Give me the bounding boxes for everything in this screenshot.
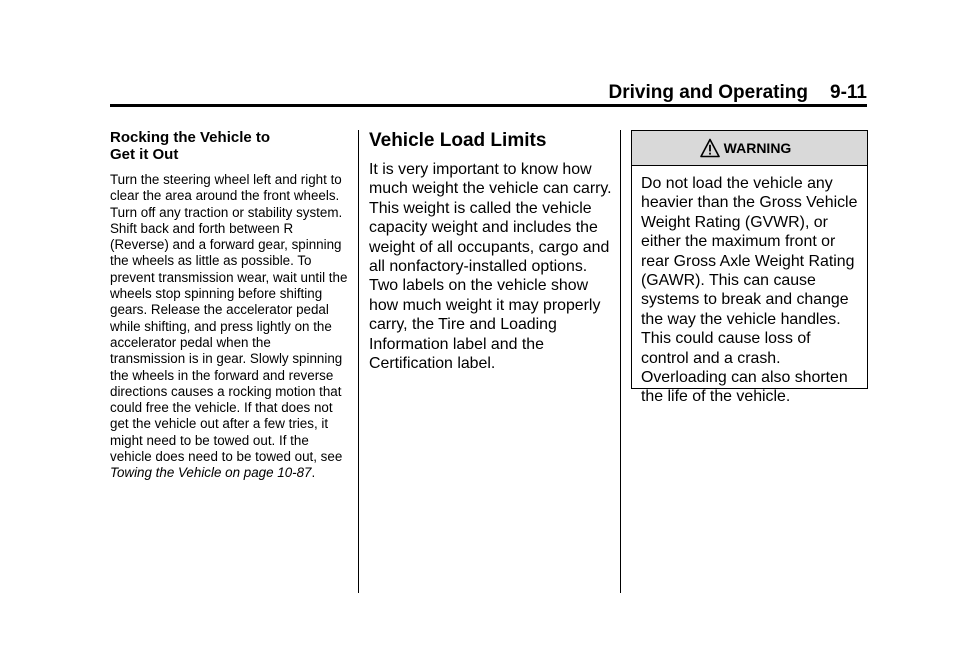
section-title: Driving and Operating [608, 82, 809, 103]
rocking-heading-line1: Rocking the Vehicle to [110, 129, 271, 146]
page-number: 9-11 [830, 82, 867, 103]
xref-period: . [311, 465, 316, 481]
header-text [608, 84, 867, 102]
rocking-body [110, 172, 348, 482]
load-limits-heading: Vehicle Load Limits [369, 130, 547, 151]
towing-cross-reference[interactable]: Towing the Vehicle on page 10-87 [110, 465, 312, 481]
column-divider-right [620, 130, 621, 593]
header-rule [110, 104, 867, 107]
page-header [110, 84, 867, 102]
warning-box [631, 130, 868, 406]
column-rocking-vehicle [110, 129, 348, 482]
warning-header [632, 131, 867, 166]
column-load-limits [369, 131, 614, 373]
warning-body: Do not load the vehicle any heavier than the Gross Vehicle Weight Rating (GVWR), or either the maximum front or rear Gross Axle Weight Rating (GAWR). This can cause systems to break and change the way the vehicle handles. This could cause loss of control and a crash. Overloading can also shorten the life of the vehicle. [641, 175, 858, 406]
rocking-body-text: Turn the steering wheel left and right to clear the area around the front wheels. Turn off any traction or stability system. Shift back and forth between R (Reverse) and a forward gear, spinning the wheels as little as possible. To prevent transmission wear, wait until the wheels stop spinning before shifting gears. Release the accelerator pedal while shifting, and press lightly on the accelerator pedal when the transmission is in gear. Slowly spinning the wheels in the forward and reverse directions causes a rocking motion that could free the vehicle. If that does not get the vehicle out after a few tries, it might need to be towed out. If the vehicle does need to be towed out, see [110, 172, 348, 465]
load-limits-body: It is very important to know how much weight the vehicle can carry. This weight is called the vehicle capacity weight and includes the weight of all occupants, cargo and all nonfactory-installed options. Two labels on the vehicle show how much weight it may properly carry, the Tire and Loading Information label and the Certification label. [369, 161, 612, 373]
rocking-heading [110, 129, 348, 163]
column-divider-left [358, 130, 359, 593]
warning-label: WARNING [723, 140, 792, 156]
rocking-heading-line2: Get it Out [110, 146, 179, 163]
warning-triangle-icon [700, 138, 720, 158]
